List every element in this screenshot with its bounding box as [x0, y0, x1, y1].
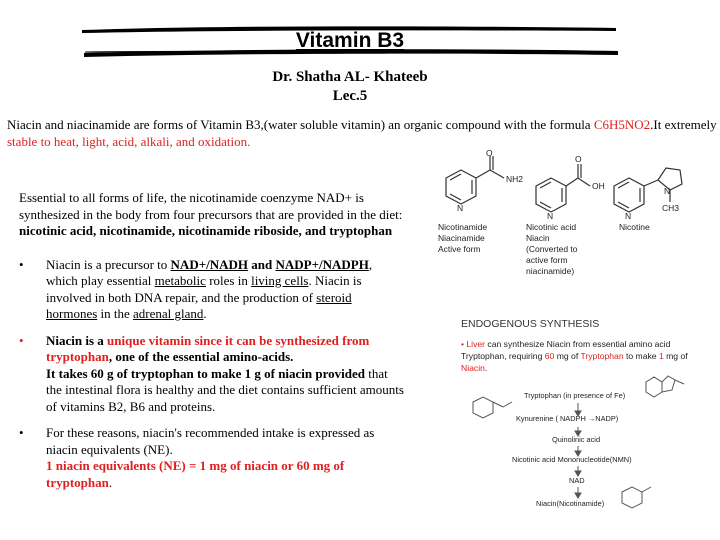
author-name: Dr. Shatha AL- Khateeb — [272, 69, 428, 85]
b2-text: Niacin is a — [46, 332, 108, 348]
molecule-figure — [418, 148, 718, 284]
nicotine-caption: Nicotine — [619, 222, 650, 232]
intro-text-2: .It extremely — [650, 117, 717, 132]
list-item — [19, 333, 404, 416]
caption-line: niacinamide) — [526, 266, 575, 276]
flow-step: Kynurenine ( NADPH →NADP) — [516, 414, 619, 423]
nicotinic-acid-caption — [526, 222, 578, 277]
caption-line: Nicotinic acid — [526, 222, 577, 232]
nitrogen-label: N — [664, 186, 671, 196]
caption-line: (Converted to — [526, 244, 578, 254]
oxygen-label: O — [486, 148, 493, 158]
caption-line: Niacinamide — [438, 233, 485, 243]
b3-text: For these reasons, niacin's recommended intake is expressed as niacin equivalents (NE). — [46, 425, 375, 457]
nitrogen-label: N — [625, 211, 632, 221]
bullet-list — [19, 257, 404, 492]
liver-word: Liver — [466, 339, 486, 349]
synthesis-text-5: . — [484, 363, 488, 373]
b1-and: and — [248, 256, 276, 272]
bullet-marker: • — [19, 425, 24, 440]
synthesis-text-2: mg of — [554, 351, 581, 361]
nitrogen-label: N — [547, 211, 554, 221]
b1-text-5: in the — [97, 306, 134, 321]
b1-text-6: . — [203, 306, 207, 321]
synthesis-title: ENDOGENOUS SYNTHESIS — [461, 318, 600, 330]
bullet-marker: • — [19, 256, 24, 272]
oh-label: OH — [592, 181, 605, 191]
b1-text: Niacin is a precursor to — [46, 256, 171, 272]
author-block — [0, 68, 700, 106]
caption-line: active form — [526, 255, 568, 265]
b1-text-2: , which play essential — [46, 256, 373, 288]
b2-text-4: that the intestinal flora is healthy and the diet contains sufficient amounts of vitamins B2, B6 and proteins. — [46, 365, 404, 414]
b2-text-2: , one of the essential amino-acids. — [108, 349, 294, 364]
bullet-marker: • — [19, 332, 24, 348]
nitrogen-label: N — [457, 203, 464, 213]
stability-note: stable to heat, light, acid, alkali, and oxidation. — [7, 134, 251, 149]
link-nadph: NADP+/NADPH — [275, 256, 369, 272]
b2-text-3: It takes 60 g of tryptophan to make 1 g of niacin provided — [46, 365, 366, 381]
flow-step: NAD — [569, 476, 585, 485]
synthesis-panel — [448, 310, 713, 528]
flow-step: Niacin(Nicotinamide) — [536, 499, 605, 508]
flow-step: Quinolinic acid — [552, 435, 601, 444]
intro-paragraph — [7, 116, 719, 150]
synthesis-text-4: mg of — [663, 351, 688, 361]
lecture-number: Lec.5 — [332, 88, 368, 104]
bullet-marker: • — [461, 339, 465, 349]
link-adrenal-gland: adrenal gland — [133, 306, 204, 321]
intro-text: Niacin and niacinamide are forms of Vitamin B3,(water soluble vitamin) an organic compound with the formula — [7, 117, 594, 132]
tryptophan-word: Tryptophan — [580, 351, 624, 361]
one-value: 1 — [658, 351, 664, 361]
flow-step: Tryptophan (in presence of Fe) — [524, 391, 626, 400]
nh2-label: NH2 — [506, 174, 524, 184]
list-item — [19, 257, 404, 323]
oxygen-label: O — [575, 154, 582, 164]
essential-paragraph — [19, 190, 404, 240]
synthesis-text-3: to make — [623, 351, 659, 361]
caption-line: Nicotinamide — [438, 222, 488, 232]
formula: C6H5NO2 — [593, 117, 651, 132]
b3-period: . — [108, 474, 113, 490]
b1-text-4: . Niacin is involved in both DNA repair, and the production of — [46, 273, 362, 305]
flow-step: Nicotinic acid Mononucleotide(NMN) — [512, 455, 632, 464]
link-living-cells: living cells — [251, 273, 309, 288]
link-nadh: NAD+/NADH — [170, 256, 249, 272]
niacin-word: Niacin — [461, 363, 485, 373]
list-item — [19, 425, 404, 491]
essential-text: Essential to all forms of life, the nicotinamide coenzyme NAD+ is synthesized in the body from four precursors that are provided in the diet: — [19, 190, 403, 222]
caption-line: Active form — [438, 244, 481, 254]
link-metabolic: metabolic — [154, 273, 206, 288]
synthesis-text-1: can synthesize Niacin from essential amino acid Tryptophan, requiring — [461, 339, 671, 361]
ne-definition: 1 niacin equivalents (NE) = 1 mg of niacin or 60 mg of tryptophan — [46, 458, 345, 490]
link-steroid-hormones: steroid hormones — [46, 289, 352, 321]
unique-note: unique vitamin since it can be synthesized from tryptophan — [46, 332, 370, 364]
page-title: Vitamin B3 — [295, 29, 405, 52]
main-content — [19, 190, 404, 491]
caption-line: Niacin — [526, 233, 550, 243]
nicotinamide-caption — [438, 222, 487, 255]
b1-text-3: roles in — [205, 273, 252, 288]
sixty-value: 60 — [544, 351, 555, 361]
precursor-list: nicotinic acid, nicotinamide, nicotinamide riboside, and tryptophan — [19, 223, 393, 238]
ch3-label: CH3 — [662, 203, 680, 213]
